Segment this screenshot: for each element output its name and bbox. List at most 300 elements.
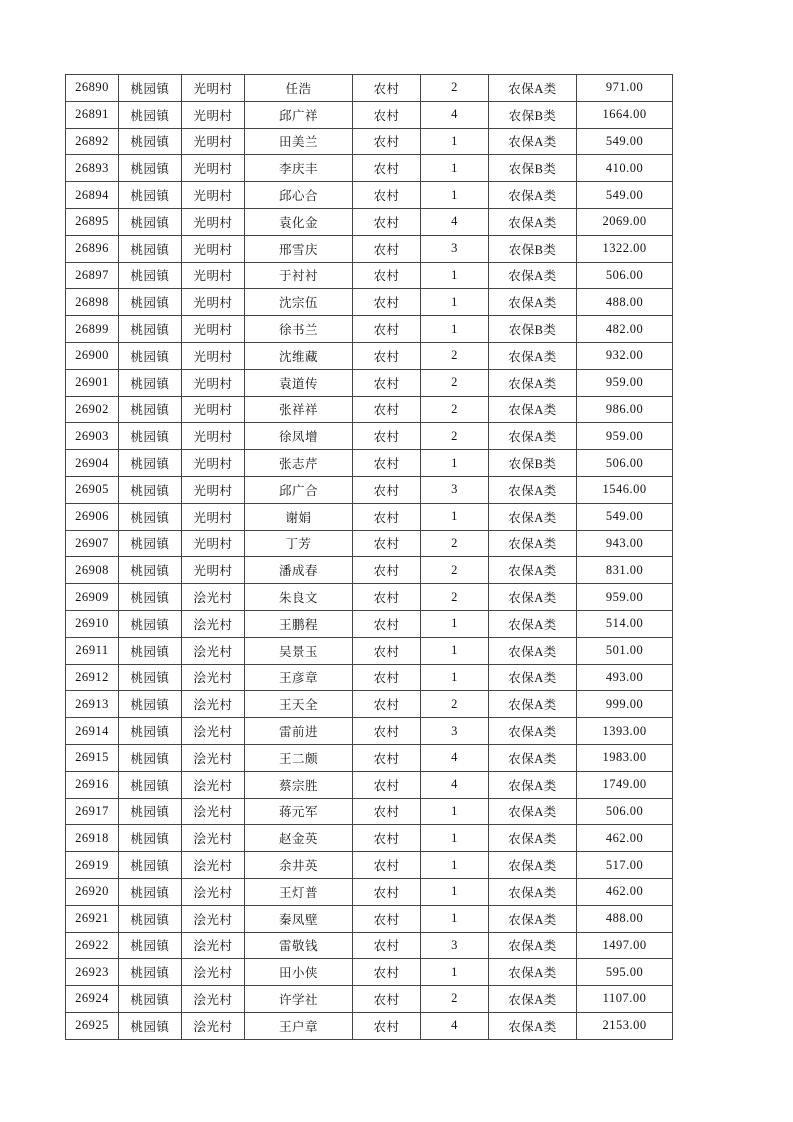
- cell-residence-type: 农村: [353, 423, 421, 450]
- cell-town: 桃园镇: [119, 905, 182, 932]
- cell-insurance-category: 农保A类: [489, 503, 577, 530]
- cell-name: 李庆丰: [245, 155, 353, 182]
- cell-town: 桃园镇: [119, 986, 182, 1013]
- cell-village: 浍光村: [182, 932, 245, 959]
- cell-insurance-category: 农保A类: [489, 557, 577, 584]
- cell-town: 桃园镇: [119, 289, 182, 316]
- cell-amount: 506.00: [577, 798, 673, 825]
- cell-village: 光明村: [182, 423, 245, 450]
- cell-person-count: 3: [421, 932, 489, 959]
- cell-insurance-category: 农保A类: [489, 986, 577, 1013]
- table-row: [66, 691, 673, 718]
- table-row: [66, 476, 673, 503]
- cell-town: 桃园镇: [119, 262, 182, 289]
- cell-id: 26904: [66, 450, 119, 477]
- cell-insurance-category: 农保A类: [489, 959, 577, 986]
- cell-residence-type: 农村: [353, 932, 421, 959]
- cell-id: 26894: [66, 182, 119, 209]
- cell-name: 丁芳: [245, 530, 353, 557]
- cell-town: 桃园镇: [119, 691, 182, 718]
- cell-name: 徐凤增: [245, 423, 353, 450]
- table-row: [66, 905, 673, 932]
- cell-id: 26918: [66, 825, 119, 852]
- table-row: [66, 128, 673, 155]
- cell-id: 26901: [66, 369, 119, 396]
- cell-residence-type: 农村: [353, 664, 421, 691]
- cell-town: 桃园镇: [119, 208, 182, 235]
- cell-insurance-category: 农保A类: [489, 691, 577, 718]
- cell-amount: 1497.00: [577, 932, 673, 959]
- cell-person-count: 3: [421, 235, 489, 262]
- cell-insurance-category: 农保A类: [489, 182, 577, 209]
- cell-name: 于衬衬: [245, 262, 353, 289]
- table-row: [66, 664, 673, 691]
- cell-town: 桃园镇: [119, 664, 182, 691]
- cell-name: 赵金英: [245, 825, 353, 852]
- cell-name: 蒋元军: [245, 798, 353, 825]
- cell-person-count: 2: [421, 396, 489, 423]
- cell-village: 浍光村: [182, 986, 245, 1013]
- cell-residence-type: 农村: [353, 905, 421, 932]
- cell-amount: 549.00: [577, 503, 673, 530]
- cell-id: 26891: [66, 101, 119, 128]
- cell-name: 谢娟: [245, 503, 353, 530]
- cell-name: 秦凤壁: [245, 905, 353, 932]
- cell-person-count: 1: [421, 878, 489, 905]
- cell-person-count: 1: [421, 450, 489, 477]
- cell-name: 余井英: [245, 852, 353, 879]
- cell-insurance-category: 农保A类: [489, 423, 577, 450]
- cell-town: 桃园镇: [119, 584, 182, 611]
- cell-village: 浍光村: [182, 771, 245, 798]
- cell-person-count: 1: [421, 610, 489, 637]
- cell-town: 桃园镇: [119, 825, 182, 852]
- cell-amount: 482.00: [577, 316, 673, 343]
- table-row: [66, 1012, 673, 1039]
- cell-residence-type: 农村: [353, 530, 421, 557]
- cell-name: 袁道传: [245, 369, 353, 396]
- cell-amount: 943.00: [577, 530, 673, 557]
- cell-person-count: 2: [421, 557, 489, 584]
- cell-village: 浍光村: [182, 610, 245, 637]
- cell-person-count: 3: [421, 718, 489, 745]
- table-row: [66, 262, 673, 289]
- cell-person-count: 1: [421, 155, 489, 182]
- cell-residence-type: 农村: [353, 878, 421, 905]
- cell-insurance-category: 农保A类: [489, 664, 577, 691]
- cell-person-count: 1: [421, 503, 489, 530]
- table-row: [66, 637, 673, 664]
- cell-person-count: 1: [421, 825, 489, 852]
- cell-id: 26919: [66, 852, 119, 879]
- cell-insurance-category: 农保A类: [489, 1012, 577, 1039]
- cell-insurance-category: 农保B类: [489, 316, 577, 343]
- cell-person-count: 1: [421, 959, 489, 986]
- cell-insurance-category: 农保A类: [489, 208, 577, 235]
- cell-person-count: 1: [421, 182, 489, 209]
- cell-amount: 410.00: [577, 155, 673, 182]
- cell-insurance-category: 农保A类: [489, 75, 577, 102]
- cell-person-count: 4: [421, 101, 489, 128]
- cell-id: 26923: [66, 959, 119, 986]
- cell-village: 光明村: [182, 557, 245, 584]
- cell-insurance-category: 农保A类: [489, 798, 577, 825]
- cell-residence-type: 农村: [353, 610, 421, 637]
- cell-insurance-category: 农保A类: [489, 369, 577, 396]
- cell-insurance-category: 农保A类: [489, 852, 577, 879]
- cell-person-count: 3: [421, 476, 489, 503]
- cell-amount: 1322.00: [577, 235, 673, 262]
- cell-insurance-category: 农保A类: [489, 825, 577, 852]
- cell-name: 雷敬钱: [245, 932, 353, 959]
- cell-name: 沈宗伍: [245, 289, 353, 316]
- cell-residence-type: 农村: [353, 369, 421, 396]
- cell-amount: 462.00: [577, 825, 673, 852]
- cell-name: 王彦章: [245, 664, 353, 691]
- cell-residence-type: 农村: [353, 744, 421, 771]
- cell-name: 蔡宗胜: [245, 771, 353, 798]
- cell-town: 桃园镇: [119, 182, 182, 209]
- cell-village: 光明村: [182, 450, 245, 477]
- table-row: [66, 718, 673, 745]
- cell-person-count: 2: [421, 75, 489, 102]
- cell-id: 26898: [66, 289, 119, 316]
- cell-residence-type: 农村: [353, 342, 421, 369]
- cell-insurance-category: 农保A类: [489, 610, 577, 637]
- cell-name: 邢雪庆: [245, 235, 353, 262]
- table-row: [66, 932, 673, 959]
- cell-id: 26910: [66, 610, 119, 637]
- cell-name: 徐书兰: [245, 316, 353, 343]
- cell-village: 光明村: [182, 369, 245, 396]
- cell-residence-type: 农村: [353, 718, 421, 745]
- cell-id: 26917: [66, 798, 119, 825]
- cell-amount: 488.00: [577, 289, 673, 316]
- cell-id: 26900: [66, 342, 119, 369]
- table-row: [66, 75, 673, 102]
- cell-town: 桃园镇: [119, 342, 182, 369]
- cell-village: 光明村: [182, 101, 245, 128]
- cell-town: 桃园镇: [119, 637, 182, 664]
- cell-person-count: 1: [421, 637, 489, 664]
- cell-insurance-category: 农保A类: [489, 771, 577, 798]
- table-row: [66, 959, 673, 986]
- cell-id: 26915: [66, 744, 119, 771]
- cell-insurance-category: 农保B类: [489, 155, 577, 182]
- cell-id: 26902: [66, 396, 119, 423]
- cell-person-count: 2: [421, 369, 489, 396]
- cell-amount: 549.00: [577, 128, 673, 155]
- cell-person-count: 2: [421, 584, 489, 611]
- cell-village: 光明村: [182, 530, 245, 557]
- cell-name: 吴景玉: [245, 637, 353, 664]
- cell-residence-type: 农村: [353, 476, 421, 503]
- cell-id: 26897: [66, 262, 119, 289]
- cell-amount: 986.00: [577, 396, 673, 423]
- cell-village: 浍光村: [182, 959, 245, 986]
- cell-village: 浍光村: [182, 798, 245, 825]
- cell-village: 光明村: [182, 75, 245, 102]
- cell-residence-type: 农村: [353, 771, 421, 798]
- cell-id: 26899: [66, 316, 119, 343]
- cell-insurance-category: 农保A类: [489, 932, 577, 959]
- cell-person-count: 1: [421, 289, 489, 316]
- cell-person-count: 2: [421, 342, 489, 369]
- cell-residence-type: 农村: [353, 450, 421, 477]
- cell-person-count: 4: [421, 208, 489, 235]
- cell-town: 桃园镇: [119, 718, 182, 745]
- cell-id: 26907: [66, 530, 119, 557]
- cell-amount: 2153.00: [577, 1012, 673, 1039]
- cell-insurance-category: 农保A类: [489, 262, 577, 289]
- cell-town: 桃园镇: [119, 771, 182, 798]
- cell-insurance-category: 农保B类: [489, 450, 577, 477]
- cell-town: 桃园镇: [119, 75, 182, 102]
- cell-village: 光明村: [182, 316, 245, 343]
- cell-residence-type: 农村: [353, 208, 421, 235]
- benefits-table: [65, 74, 673, 1040]
- cell-amount: 1546.00: [577, 476, 673, 503]
- table-row: [66, 316, 673, 343]
- cell-insurance-category: 农保B类: [489, 235, 577, 262]
- table-row: [66, 852, 673, 879]
- cell-residence-type: 农村: [353, 316, 421, 343]
- cell-amount: 517.00: [577, 852, 673, 879]
- cell-town: 桃园镇: [119, 1012, 182, 1039]
- cell-name: 田美兰: [245, 128, 353, 155]
- cell-village: 光明村: [182, 476, 245, 503]
- cell-id: 26925: [66, 1012, 119, 1039]
- cell-village: 浍光村: [182, 1012, 245, 1039]
- cell-name: 张志芹: [245, 450, 353, 477]
- cell-town: 桃园镇: [119, 450, 182, 477]
- cell-id: 26912: [66, 664, 119, 691]
- cell-town: 桃园镇: [119, 932, 182, 959]
- cell-id: 26890: [66, 75, 119, 102]
- cell-person-count: 4: [421, 744, 489, 771]
- cell-village: 浍光村: [182, 664, 245, 691]
- table-row: [66, 342, 673, 369]
- cell-residence-type: 农村: [353, 584, 421, 611]
- cell-residence-type: 农村: [353, 637, 421, 664]
- table-row: [66, 423, 673, 450]
- cell-id: 26896: [66, 235, 119, 262]
- cell-person-count: 1: [421, 905, 489, 932]
- cell-town: 桃园镇: [119, 235, 182, 262]
- cell-town: 桃园镇: [119, 959, 182, 986]
- cell-village: 光明村: [182, 155, 245, 182]
- cell-village: 光明村: [182, 182, 245, 209]
- cell-id: 26920: [66, 878, 119, 905]
- cell-name: 王户章: [245, 1012, 353, 1039]
- cell-person-count: 1: [421, 852, 489, 879]
- cell-residence-type: 农村: [353, 852, 421, 879]
- cell-id: 26916: [66, 771, 119, 798]
- cell-residence-type: 农村: [353, 182, 421, 209]
- cell-residence-type: 农村: [353, 1012, 421, 1039]
- cell-insurance-category: 农保A类: [489, 128, 577, 155]
- cell-amount: 506.00: [577, 450, 673, 477]
- cell-village: 光明村: [182, 128, 245, 155]
- cell-village: 光明村: [182, 262, 245, 289]
- cell-residence-type: 农村: [353, 825, 421, 852]
- cell-amount: 501.00: [577, 637, 673, 664]
- cell-name: 任浩: [245, 75, 353, 102]
- cell-name: 张祥祥: [245, 396, 353, 423]
- cell-town: 桃园镇: [119, 878, 182, 905]
- cell-village: 光明村: [182, 208, 245, 235]
- cell-residence-type: 农村: [353, 691, 421, 718]
- cell-amount: 999.00: [577, 691, 673, 718]
- table-row: [66, 155, 673, 182]
- cell-person-count: 1: [421, 316, 489, 343]
- cell-town: 桃园镇: [119, 744, 182, 771]
- cell-name: 袁化金: [245, 208, 353, 235]
- cell-id: 26922: [66, 932, 119, 959]
- cell-insurance-category: 农保A类: [489, 878, 577, 905]
- cell-name: 邱广合: [245, 476, 353, 503]
- cell-insurance-category: 农保A类: [489, 744, 577, 771]
- cell-amount: 1664.00: [577, 101, 673, 128]
- cell-amount: 959.00: [577, 584, 673, 611]
- cell-name: 王灯普: [245, 878, 353, 905]
- cell-insurance-category: 农保A类: [489, 905, 577, 932]
- cell-name: 沈维藏: [245, 342, 353, 369]
- cell-id: 26905: [66, 476, 119, 503]
- cell-id: 26903: [66, 423, 119, 450]
- cell-person-count: 4: [421, 1012, 489, 1039]
- cell-residence-type: 农村: [353, 235, 421, 262]
- cell-residence-type: 农村: [353, 128, 421, 155]
- table-row: [66, 878, 673, 905]
- cell-amount: 506.00: [577, 262, 673, 289]
- cell-person-count: 2: [421, 986, 489, 1013]
- cell-id: 26924: [66, 986, 119, 1013]
- cell-village: 浍光村: [182, 584, 245, 611]
- table-row: [66, 825, 673, 852]
- cell-id: 26908: [66, 557, 119, 584]
- table-row: [66, 744, 673, 771]
- cell-insurance-category: 农保A类: [489, 637, 577, 664]
- cell-amount: 2069.00: [577, 208, 673, 235]
- cell-residence-type: 农村: [353, 503, 421, 530]
- cell-insurance-category: 农保A类: [489, 289, 577, 316]
- cell-id: 26895: [66, 208, 119, 235]
- cell-insurance-category: 农保A类: [489, 396, 577, 423]
- cell-person-count: 1: [421, 664, 489, 691]
- cell-id: 26892: [66, 128, 119, 155]
- cell-person-count: 4: [421, 771, 489, 798]
- cell-amount: 959.00: [577, 423, 673, 450]
- cell-name: 邱广祥: [245, 101, 353, 128]
- cell-name: 潘成春: [245, 557, 353, 584]
- cell-insurance-category: 农保B类: [489, 101, 577, 128]
- cell-town: 桃园镇: [119, 557, 182, 584]
- cell-village: 浍光村: [182, 691, 245, 718]
- cell-id: 26921: [66, 905, 119, 932]
- cell-insurance-category: 农保A类: [489, 476, 577, 503]
- cell-residence-type: 农村: [353, 262, 421, 289]
- table-row: [66, 610, 673, 637]
- cell-amount: 831.00: [577, 557, 673, 584]
- cell-village: 浍光村: [182, 744, 245, 771]
- cell-town: 桃园镇: [119, 155, 182, 182]
- cell-name: 朱良文: [245, 584, 353, 611]
- table-row: [66, 771, 673, 798]
- cell-residence-type: 农村: [353, 986, 421, 1013]
- cell-residence-type: 农村: [353, 155, 421, 182]
- cell-amount: 549.00: [577, 182, 673, 209]
- cell-town: 桃园镇: [119, 476, 182, 503]
- cell-amount: 1393.00: [577, 718, 673, 745]
- cell-amount: 971.00: [577, 75, 673, 102]
- cell-residence-type: 农村: [353, 959, 421, 986]
- table-row: [66, 557, 673, 584]
- cell-name: 王天全: [245, 691, 353, 718]
- cell-person-count: 1: [421, 128, 489, 155]
- cell-residence-type: 农村: [353, 75, 421, 102]
- cell-name: 王二颇: [245, 744, 353, 771]
- cell-amount: 488.00: [577, 905, 673, 932]
- cell-person-count: 2: [421, 530, 489, 557]
- cell-insurance-category: 农保A类: [489, 530, 577, 557]
- cell-village: 光明村: [182, 289, 245, 316]
- table-body: [66, 75, 673, 1040]
- cell-village: 浍光村: [182, 878, 245, 905]
- table-row: [66, 986, 673, 1013]
- cell-id: 26914: [66, 718, 119, 745]
- table-row: [66, 289, 673, 316]
- table-row: [66, 798, 673, 825]
- cell-person-count: 1: [421, 798, 489, 825]
- cell-town: 桃园镇: [119, 396, 182, 423]
- table-row: [66, 101, 673, 128]
- cell-town: 桃园镇: [119, 369, 182, 396]
- cell-amount: 932.00: [577, 342, 673, 369]
- cell-village: 浍光村: [182, 905, 245, 932]
- cell-id: 26913: [66, 691, 119, 718]
- cell-village: 光明村: [182, 235, 245, 262]
- cell-person-count: 2: [421, 691, 489, 718]
- cell-village: 光明村: [182, 342, 245, 369]
- cell-amount: 1983.00: [577, 744, 673, 771]
- cell-insurance-category: 农保A类: [489, 584, 577, 611]
- cell-town: 桃园镇: [119, 128, 182, 155]
- cell-village: 浍光村: [182, 718, 245, 745]
- cell-amount: 462.00: [577, 878, 673, 905]
- cell-insurance-category: 农保A类: [489, 718, 577, 745]
- cell-person-count: 2: [421, 423, 489, 450]
- table-row: [66, 530, 673, 557]
- cell-amount: 1107.00: [577, 986, 673, 1013]
- cell-name: 王鹏程: [245, 610, 353, 637]
- cell-residence-type: 农村: [353, 557, 421, 584]
- cell-town: 桃园镇: [119, 610, 182, 637]
- cell-town: 桃园镇: [119, 503, 182, 530]
- cell-id: 26909: [66, 584, 119, 611]
- cell-town: 桃园镇: [119, 798, 182, 825]
- cell-amount: 1749.00: [577, 771, 673, 798]
- cell-amount: 959.00: [577, 369, 673, 396]
- table-row: [66, 182, 673, 209]
- cell-name: 田小侠: [245, 959, 353, 986]
- cell-person-count: 1: [421, 262, 489, 289]
- cell-amount: 514.00: [577, 610, 673, 637]
- cell-name: 许学社: [245, 986, 353, 1013]
- cell-id: 26906: [66, 503, 119, 530]
- cell-town: 桃园镇: [119, 101, 182, 128]
- cell-id: 26893: [66, 155, 119, 182]
